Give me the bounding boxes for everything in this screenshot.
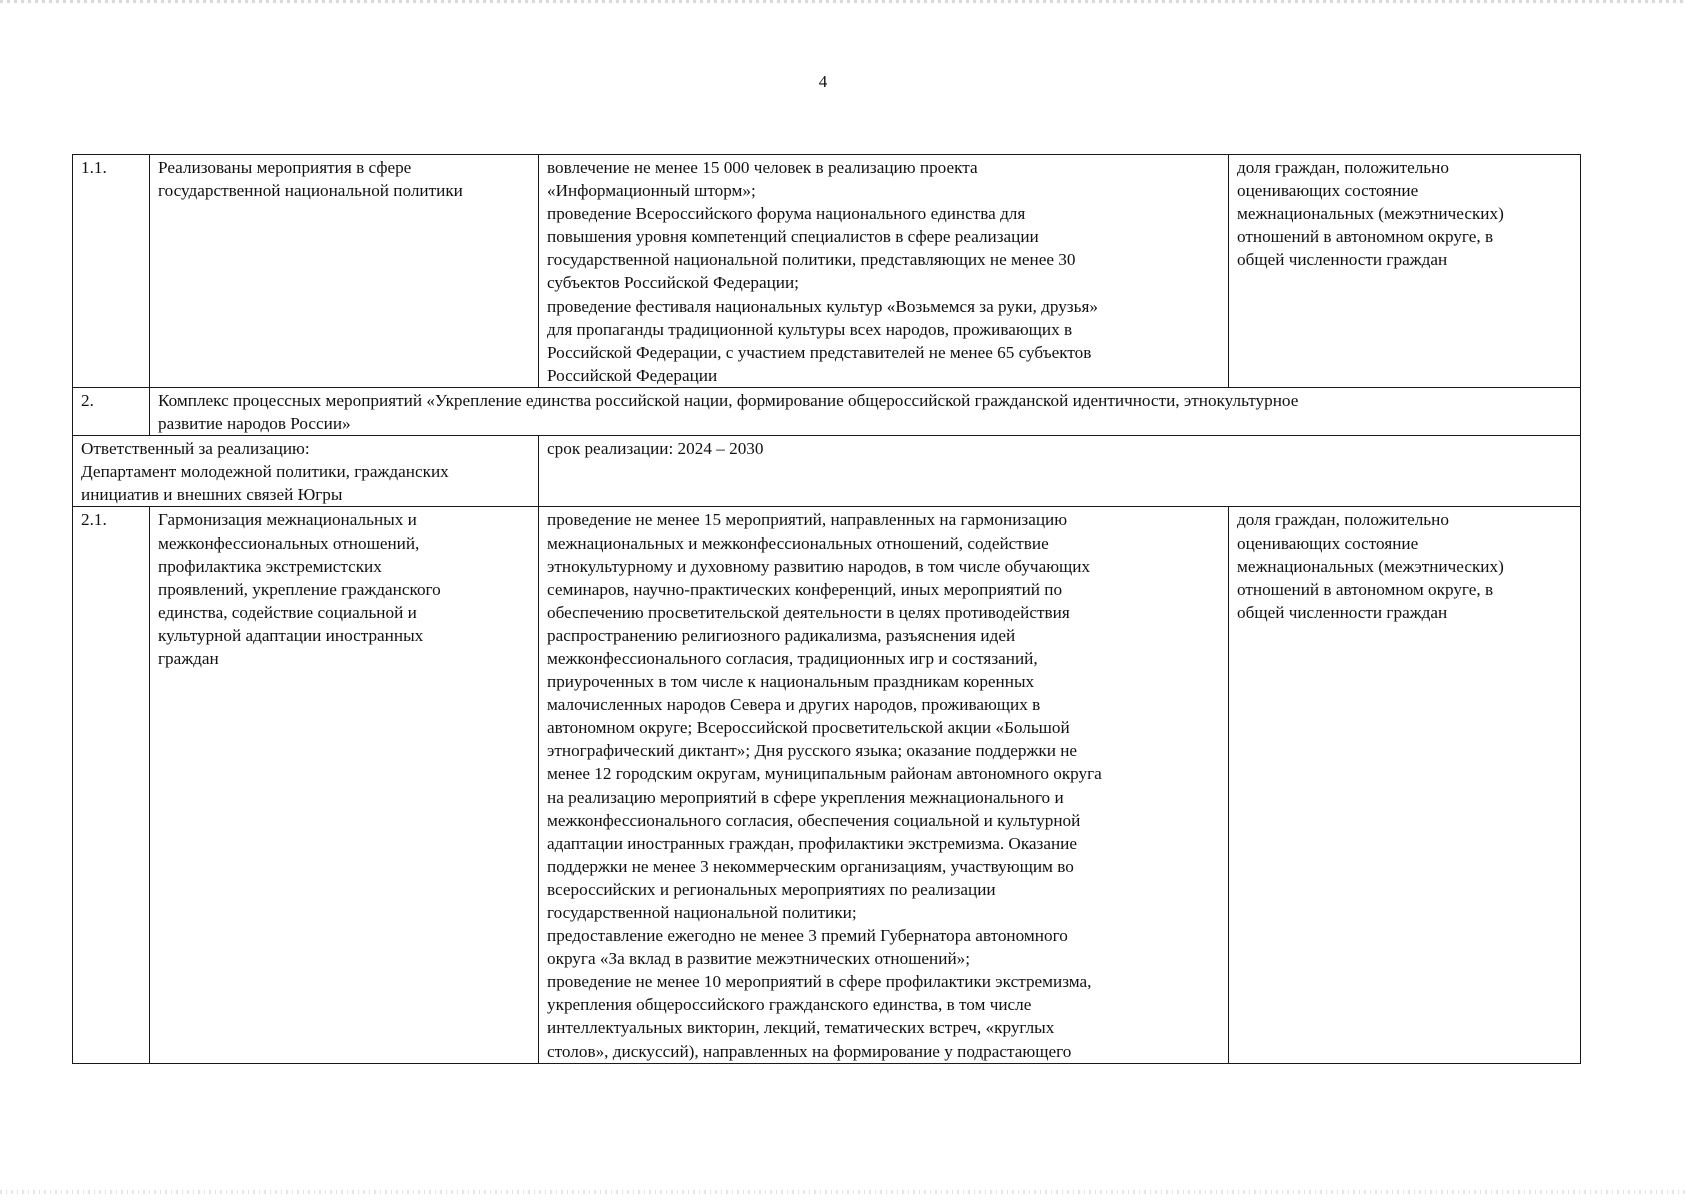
complex-title: Комплекс процессных мероприятий «Укрепление единства российской нации, формирование общероссийской гражданской идентичности, этнокультурное развитие народов России»: [150, 387, 1581, 435]
scan-edge-bottom: [0, 1190, 1686, 1194]
table-row-2: [73, 387, 1581, 435]
row-number: 1.1.: [73, 155, 150, 388]
table-row-responsible: [73, 436, 1581, 507]
task-description: проведение не менее 15 мероприятий, направленных на гармонизацию межнациональных и межконфессиональных отношений, содействие этнокультурному и духовному развитию народов, в том числе обучающих семинаров, научно-практических конференций, иных мероприятий по обеспечению просветительской деятельности в целях противодействия распространению религиозного радикализма, разъяснения идей межконфессионального согласия, традиционных игр и состязаний, приуроченных в том числе к национальным праздникам коренных малочисленных народов Севера и других народов, проживающих в автономном округе; Всероссийской просветительской акции «Большой этнографический диктант»; Дня русского языка; оказание поддержки не менее 12 городским округам, муниципальным районам автономного округа на реализацию мероприятий в сфере укрепления межнационального и межконфессионального согласия, обеспечения социальной и культурной адаптации иностранных граждан, профилактики экстремизма. Оказание поддержки не менее 3 некоммерческим организациям, участвующим во всероссийских и региональных мероприятиях по реализации государственной национальной политики; предоставление ежегодно не менее 3 премий Губернатора автономного округа «За вклад в развитие межэтнических отношений»; проведение не менее 10 мероприятий в сфере профилактики экстремизма, укрепления общероссийского гражданского единства, в том числе интеллектуальных викторин, лекций, тематических встреч, «круглых столов», дискуссий), направленных на формирование у подрастающего: [539, 507, 1229, 1063]
row-number: 2.1.: [73, 507, 150, 1063]
responsible-info: Ответственный за реализацию: Департамент молодежной политики, гражданских инициатив и внешних связей Югры: [73, 436, 539, 507]
implementation-term: срок реализации: 2024 – 2030: [539, 436, 1581, 507]
scan-edge-top: [0, 0, 1686, 3]
task-name: Гармонизация межнациональных и межконфессиональных отношений, профилактика экстремистских проявлений, укрепление гражданского единства, содействие социальной и культурной адаптации иностранных граждан: [150, 507, 539, 1063]
task-indicator: доля граждан, положительно оценивающих состояние межнациональных (межэтнических) отношений в автономном округе, в общей численности граждан: [1229, 507, 1581, 1063]
task-name: Реализованы мероприятия в сфере государственной национальной политики: [150, 155, 539, 388]
row-number: 2.: [73, 387, 150, 435]
task-indicator: доля граждан, положительно оценивающих состояние межнациональных (межэтнических) отношений в автономном округе, в общей численности граждан: [1229, 155, 1581, 388]
measures-table: [72, 154, 1581, 1064]
table-row-2-1: [73, 507, 1581, 1063]
task-description: вовлечение не менее 15 000 человек в реализацию проекта «Информационный шторм»; проведение Всероссийского форума национального единства для повышения уровня компетенций специалистов в сфере реализации государственной национальной политики, представляющих не менее 30 субъектов Российской Федерации; проведение фестиваля национальных культур «Возьмемся за руки, друзья» для пропаганды традиционной культуры всех народов, проживающих в Российской Федерации, с участием представителей не менее 65 субъектов Российской Федерации: [539, 155, 1229, 388]
table-row-1-1: [73, 155, 1581, 388]
page-number: 4: [818, 72, 828, 91]
